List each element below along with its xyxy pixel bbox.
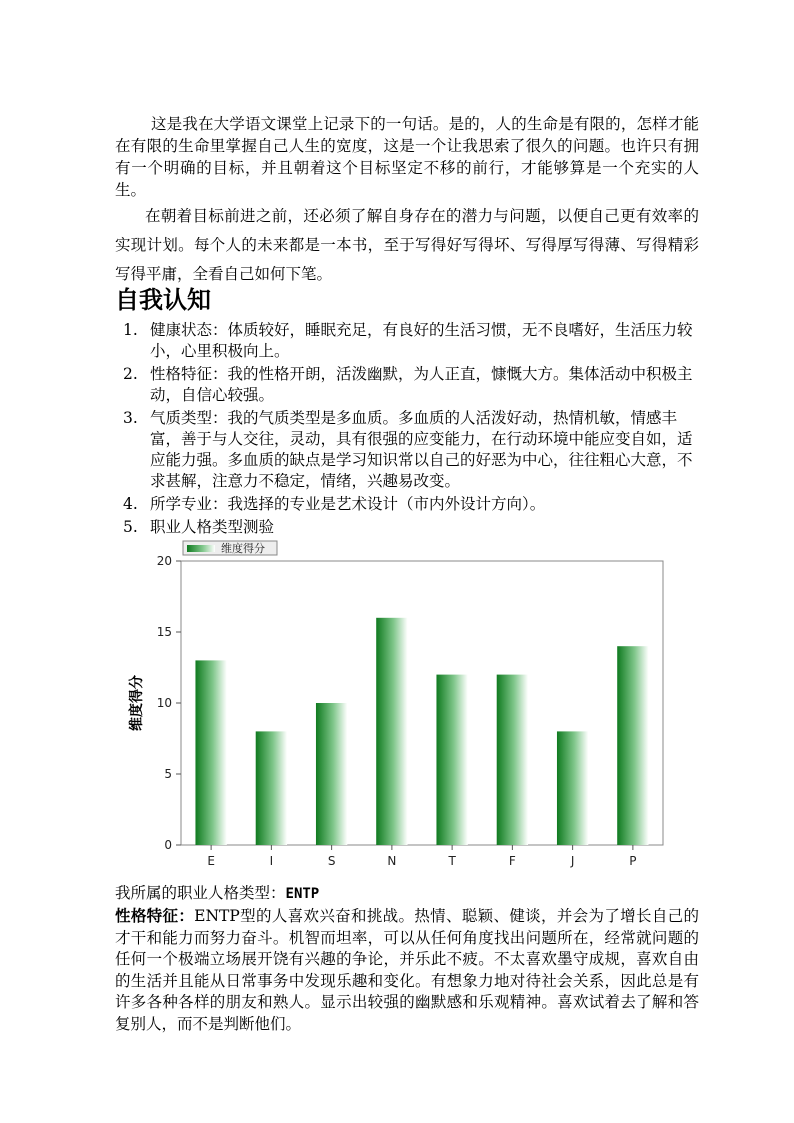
bar (436, 675, 467, 845)
list-item (115, 364, 699, 406)
bar (376, 618, 407, 845)
list-item-number: 1. (123, 321, 138, 339)
list-item (115, 408, 699, 492)
traits-text: ENTP型的人喜欢兴奋和挑战。热情、聪颖、健谈，并会为了增长自己的才干和能力而努力奋斗。机智而坦率，可以从任何角度找出问题所在，经常就问题的任何一个极端立场展开饶有兴趣的争论，并乐此不疲。不太喜欢墨守成规，喜欢自由的生活并且能从日常事务中发现乐趣和变化。有想象力地对待社会关系，因此总是有许多各种各样的朋友和熟人。显示出较强的幽默感和乐观精神。喜欢试着去了解和答复别人，而不是判断他们。 (115, 907, 699, 1033)
y-tick-label: 15 (156, 625, 172, 639)
chart-svg (125, 535, 665, 875)
list-item-text: 职业人格类型测验 (150, 518, 275, 536)
x-tick-label: I (269, 854, 274, 868)
y-tick-label: 5 (164, 767, 172, 781)
personality-type-value: ENTP (285, 886, 320, 902)
self-cognition-list (115, 320, 699, 540)
x-tick-label: T (448, 854, 456, 868)
x-tick-label: P (629, 854, 637, 868)
legend-label: 维度得分 (221, 542, 265, 555)
bar (316, 703, 347, 845)
y-axis-label: 维度得分 (129, 675, 145, 731)
intro-paragraph-2: 在朝着目标前进之前，还必须了解自身存在的潜力与问题，以便自己更有效率的实现计划。每个人的未来都是一本书，至于写得好写得坏、写得厚写得薄、写得精彩写得平庸，全看自己如何下笔。 (115, 207, 699, 283)
bar (617, 646, 648, 845)
intro-paragraph-1: 这是我在大学语文课堂上记录下的一句话。是的，人的生命是有限的，怎样才能在有限的生命里掌握自己人生的宽度，这是一个让我思索了很久的问题。也许只有拥有一个明确的目标，并且朝着这个目标坚定不移的前行，才能够算是一个充实的人生。 (115, 115, 699, 199)
x-tick-label: E (207, 854, 215, 868)
y-tick-label: 20 (156, 554, 172, 568)
list-item-number: 5. (123, 518, 138, 536)
bar (497, 675, 528, 845)
legend-swatch (187, 545, 215, 552)
list-item (115, 320, 699, 362)
bar (557, 731, 588, 845)
personality-bar-chart (125, 535, 665, 875)
y-tick-label: 10 (156, 696, 172, 710)
list-item-text: 所学专业：我选择的专业是艺术设计（市内外设计方向）。 (150, 495, 546, 513)
x-tick-label: N (387, 854, 397, 868)
list-item-text: 性格特征：我的性格开朗，活泼幽默，为人正直，慷慨大方。集体活动中积极主动，自信心较强。 (150, 365, 693, 404)
personality-type-label: 我所属的职业人格类型： (115, 884, 286, 902)
list-item-text: 气质类型：我的气质类型是多血质。多血质的人活泼好动，热情机敏，情感丰富，善于与人交往，灵动，具有很强的应变能力，在行动环境中能应变自如，适应能力强。多血质的缺点是学习知识常以自己的好恶为中心，往往粗心大意，不求甚解，注意力不稳定，情绪，兴趣易改变。 (150, 409, 693, 490)
list-item-number: 2. (123, 365, 138, 383)
personality-type-line (115, 882, 319, 905)
list-item-number: 4. (123, 495, 138, 513)
y-tick-label: 0 (164, 838, 172, 852)
section-heading: 自我认知 (115, 286, 211, 314)
bar (256, 731, 287, 845)
list-item-number: 3. (123, 409, 138, 427)
x-tick-label: J (570, 854, 575, 868)
list-item-text: 健康状态：体质较好，睡眠充足，有良好的生活习惯，无不良嗜好，生活压力较小，心里积极向上。 (150, 321, 693, 360)
bar (195, 660, 226, 845)
plot-area (181, 561, 663, 845)
traits-label: 性格特征： (115, 906, 195, 925)
x-tick-label: S (327, 854, 336, 868)
x-tick-label: F (508, 854, 516, 868)
list-item (115, 494, 699, 515)
personality-traits (115, 905, 699, 1035)
